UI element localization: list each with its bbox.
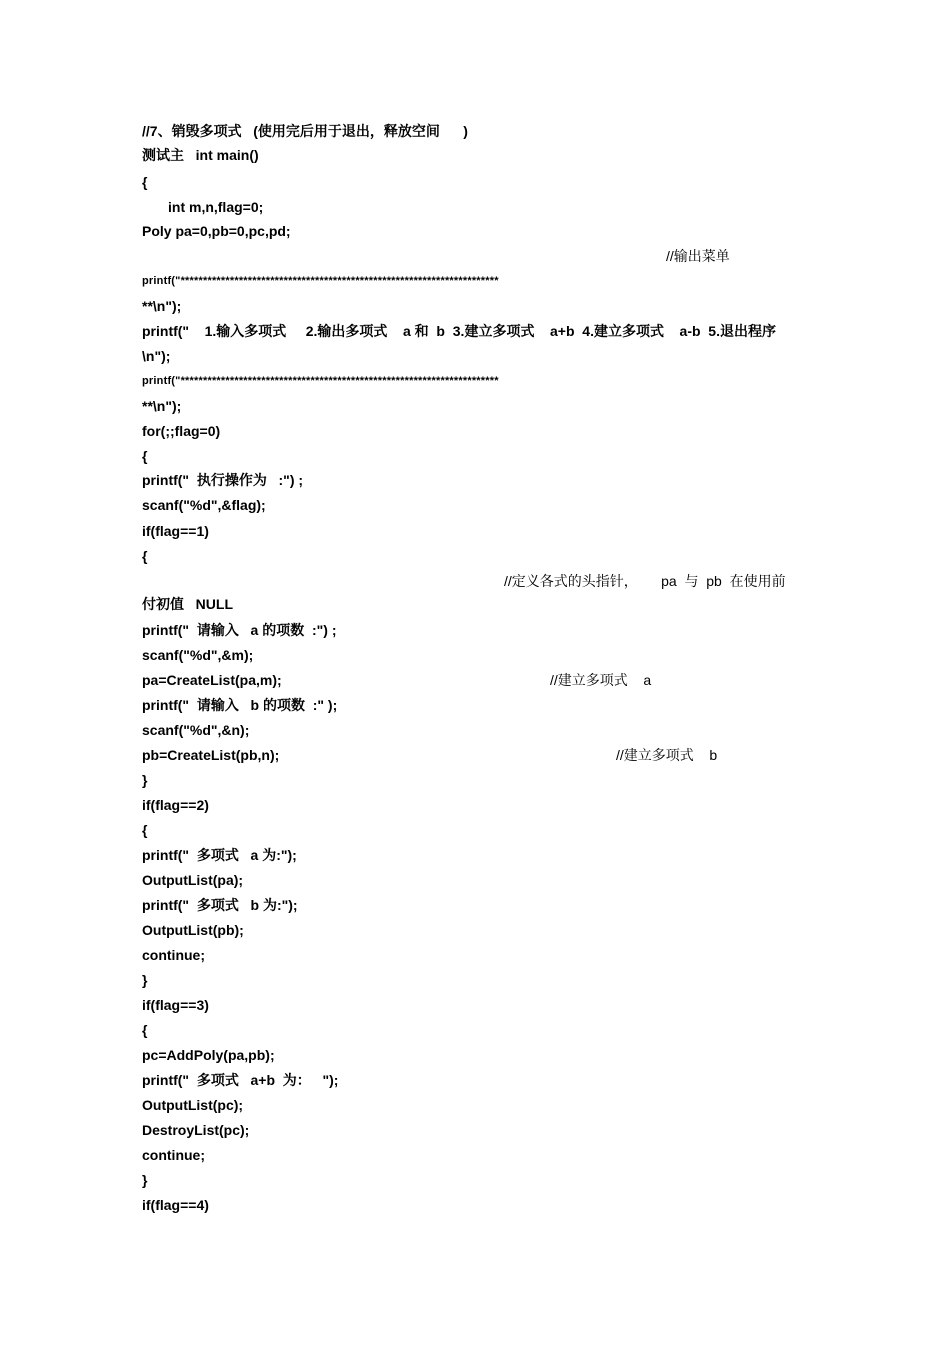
code-line-destroy-pc: DestroyList(pc); <box>142 1122 250 1138</box>
code-line-stars-end-1: **\n"); <box>142 298 182 314</box>
code-line-printf-stars-2: printf("*********************************************************************** <box>142 375 499 387</box>
code-line-brace-close: } <box>142 772 148 788</box>
code-line-scanf-m: scanf("%d",&m); <box>142 647 254 663</box>
code-comment-output-menu: //输出菜单 <box>666 248 730 264</box>
code-line-menu-end: \n"); <box>142 348 171 364</box>
code-line-brace-open: { <box>142 1022 148 1038</box>
code-line-output-pb: OutputList(pb); <box>142 922 244 938</box>
code-line-int-decl: int m,n,flag=0; <box>168 199 264 215</box>
code-line-brace-close: } <box>142 972 148 988</box>
code-line-stars-end-2: **\n"); <box>142 398 182 414</box>
code-comment-create-b: //建立多项式 b <box>616 747 718 763</box>
code-line-printf-poly-sum: printf(" 多项式 a+b 为： "); <box>142 1072 339 1088</box>
code-line-if-flag-2: if(flag==2) <box>142 797 209 813</box>
code-line-printf-poly-b: printf(" 多项式 b 为:"); <box>142 897 298 913</box>
code-line-printf-stars-1: printf("*********************************************************************** <box>142 275 499 287</box>
code-line-if-flag-1: if(flag==1) <box>142 523 209 539</box>
code-line-create-pa: pa=CreateList(pa,m); <box>142 672 282 688</box>
code-line-scanf-n: scanf("%d",&n); <box>142 722 250 738</box>
code-line-continue: continue; <box>142 1147 205 1163</box>
code-line-if-flag-3: if(flag==3) <box>142 997 209 1013</box>
code-line-printf-menu: printf(" 1.输入多项式 2.输出多项式 a 和 b 3.建立多项式 a+b 4.建立多项式 a-b 5.退出程序 <box>142 323 776 339</box>
code-line-brace-open: { <box>142 822 148 838</box>
code-line-printf-operation: printf(" 执行操作为 :") ; <box>142 472 304 488</box>
code-line-scanf-flag: scanf("%d",&flag); <box>142 497 266 513</box>
code-line-printf-input-a: printf(" 请输入 a 的项数 :") ; <box>142 622 337 638</box>
code-line-output-pc: OutputList(pc); <box>142 1097 244 1113</box>
code-line-brace-close: } <box>142 1172 148 1188</box>
code-line-continue: continue; <box>142 947 205 963</box>
code-line-for-loop: for(;;flag=0) <box>142 423 221 439</box>
code-line-printf-input-b: printf(" 请输入 b 的项数 :" ); <box>142 697 338 713</box>
code-line-init-null: 付初值 NULL <box>142 596 233 612</box>
code-line-brace-open: { <box>142 448 148 464</box>
code-line-create-pb: pb=CreateList(pb,n); <box>142 747 280 763</box>
code-line-brace-open: { <box>142 174 148 190</box>
code-line-main: 测试主 int main() <box>142 147 259 163</box>
code-comment-create-a: //建立多项式 a <box>550 672 652 688</box>
code-line-brace-open: { <box>142 548 148 564</box>
code-line-destroy-comment: //7、销毁多项式 (使用完后用于退出，释放空间 ) <box>142 123 468 139</box>
code-line-output-pa: OutputList(pa); <box>142 872 244 888</box>
code-line-if-flag-4: if(flag==4) <box>142 1197 209 1213</box>
code-line-add-poly: pc=AddPoly(pa,pb); <box>142 1047 275 1063</box>
code-line-printf-poly-a: printf(" 多项式 a 为:"); <box>142 847 297 863</box>
code-line-poly-decl: Poly pa=0,pb=0,pc,pd; <box>142 223 291 239</box>
code-comment-head-pointer: //定义各式的头指针， pa 与 pb 在使用前 <box>504 573 786 589</box>
